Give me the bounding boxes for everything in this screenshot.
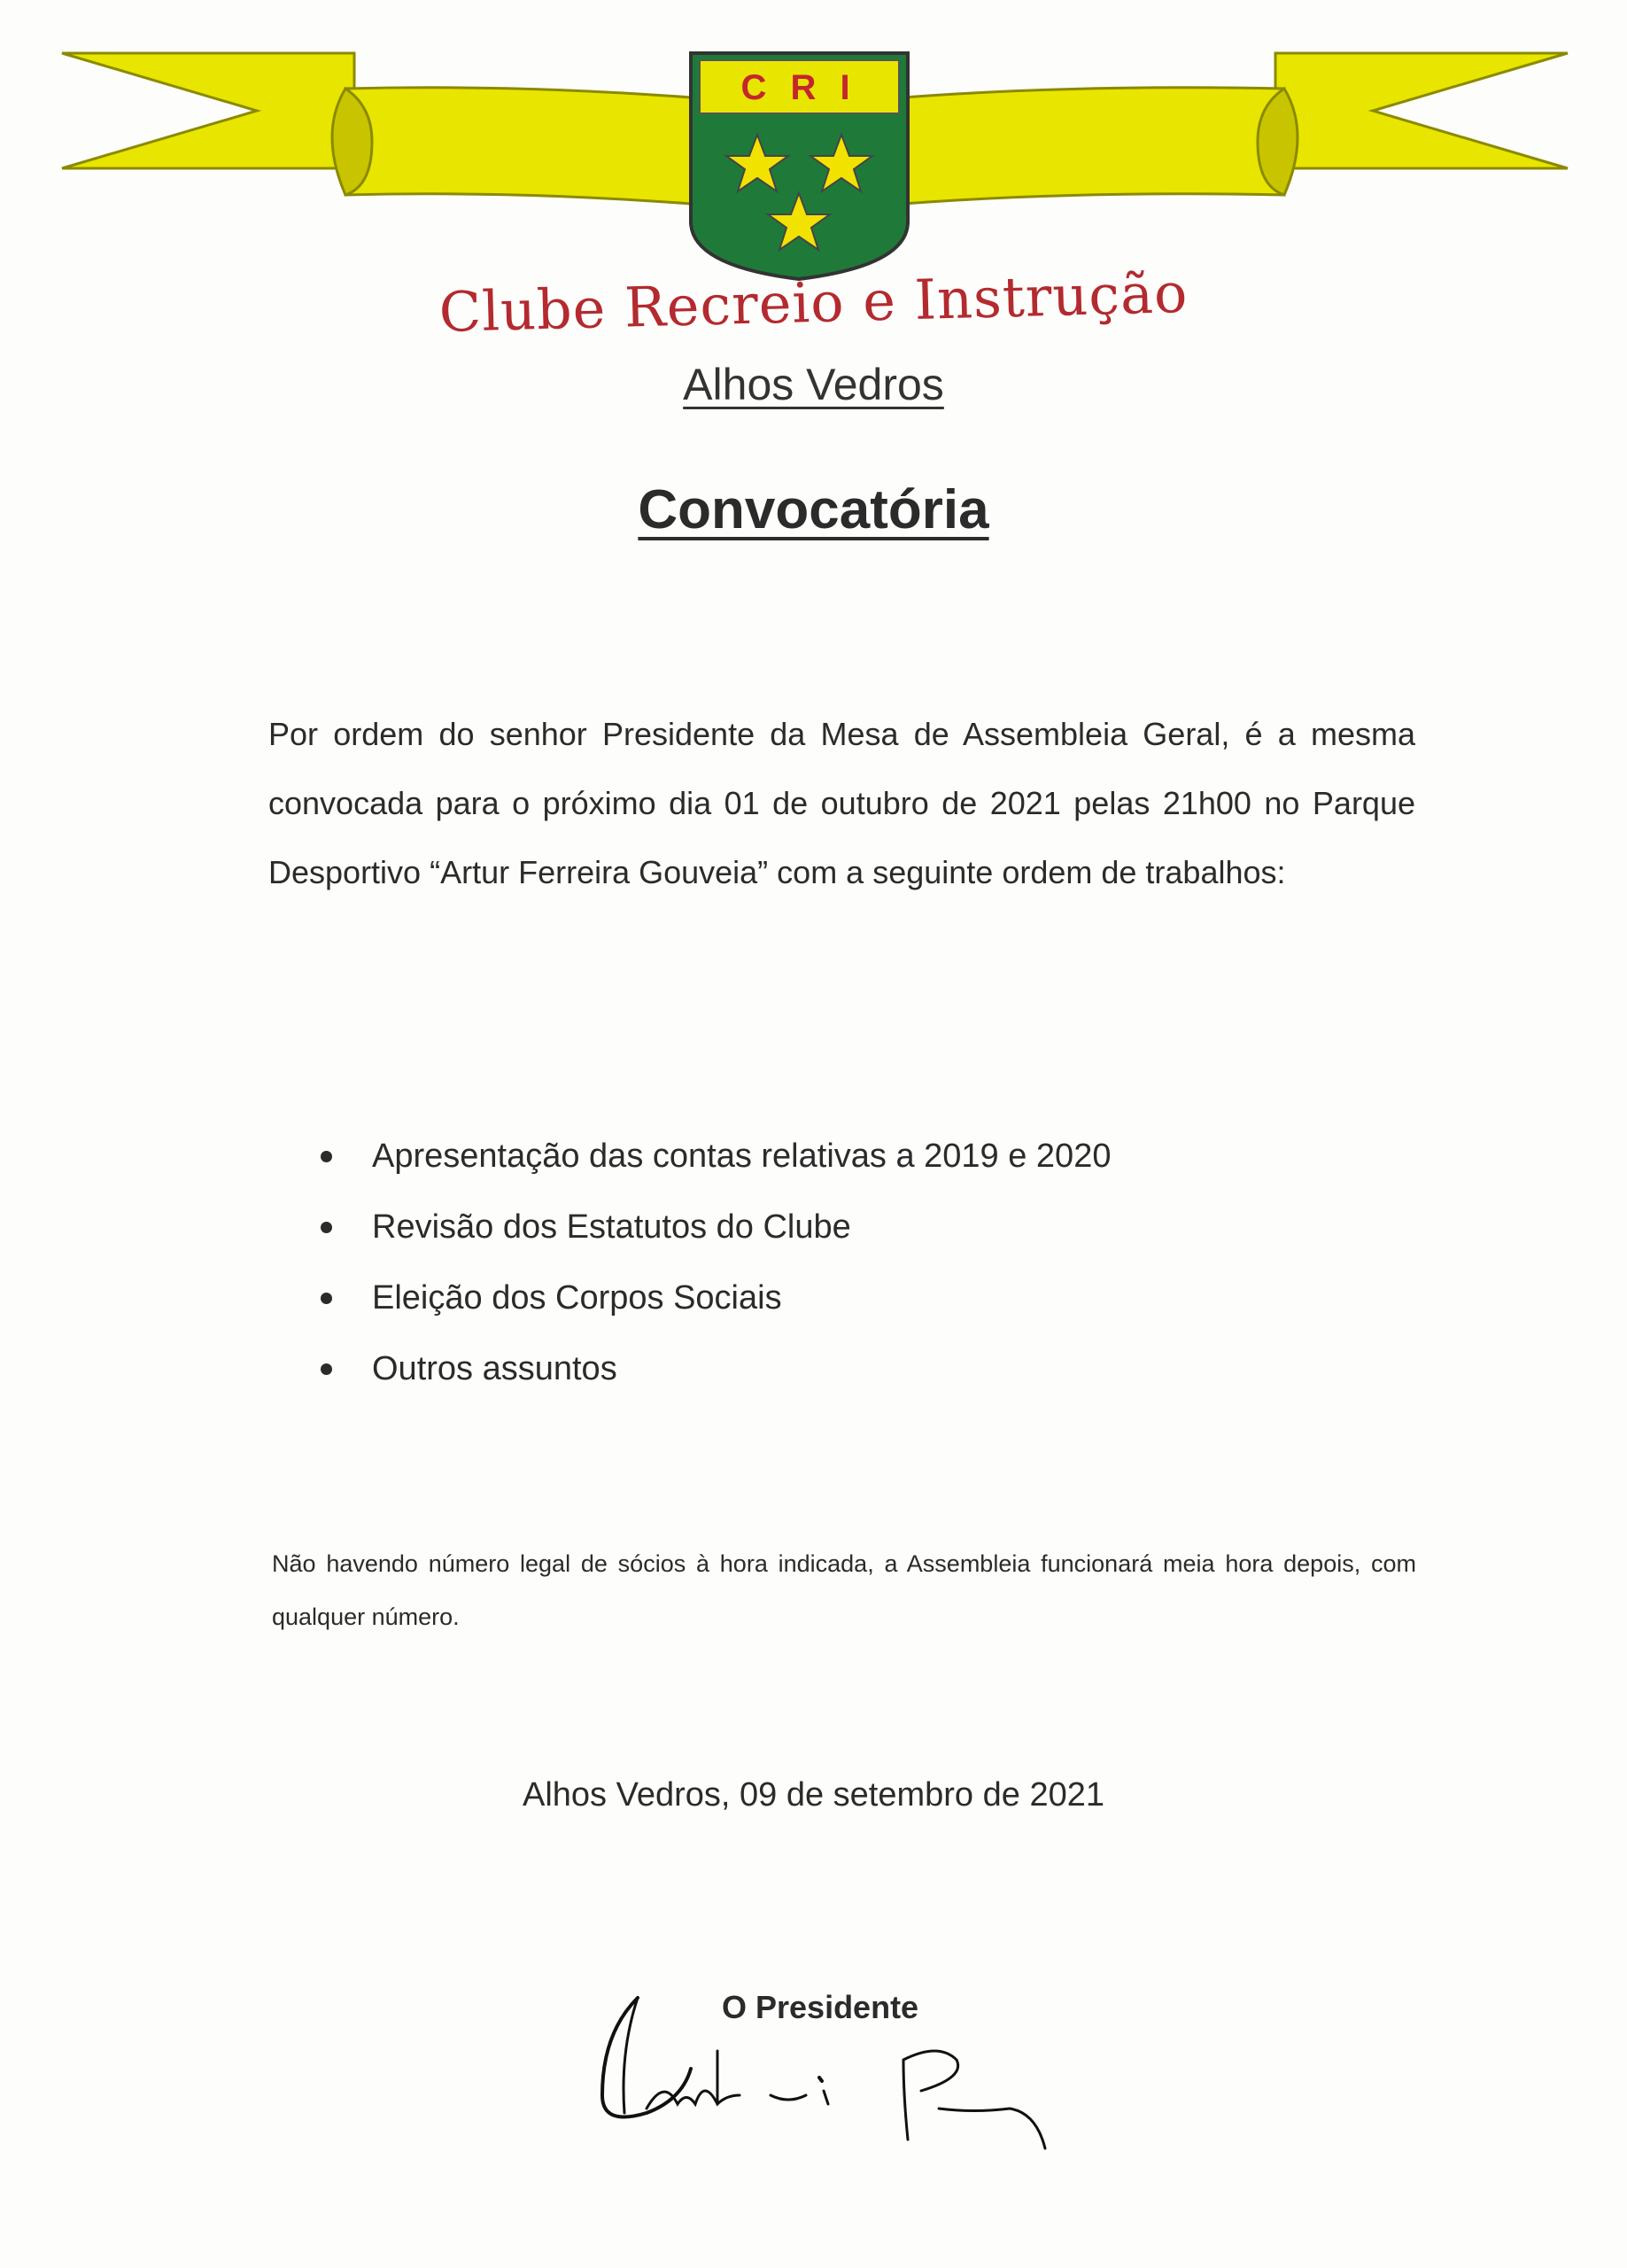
bullet-icon xyxy=(321,1293,332,1304)
bullet-icon xyxy=(321,1151,332,1162)
club-name: Clube Recreio e Instrução xyxy=(438,260,1189,346)
ribbon-left-body xyxy=(345,88,691,204)
document-title-text: Convocatória xyxy=(638,479,989,540)
agenda-item-text: Apresentação das contas relativas a 2019 e 2020 xyxy=(372,1138,1112,1175)
place-date: Alhos Vedros, 09 de setembro de 2021 xyxy=(522,1776,1104,1814)
ribbon-right-tail xyxy=(1275,53,1568,168)
agenda-item-text: Outros assuntos xyxy=(372,1350,617,1387)
agenda-item xyxy=(319,1262,1111,1333)
agenda-item xyxy=(319,1333,1111,1404)
agenda-item-text: Revisão dos Estatutos do Clube xyxy=(372,1208,851,1246)
ribbon-left-tail xyxy=(62,53,354,168)
club-town-text: Alhos Vedros xyxy=(683,360,944,409)
agenda-item xyxy=(319,1192,1111,1262)
document-title xyxy=(0,478,1627,541)
ribbon-right-body xyxy=(903,88,1284,204)
signatory-title: O Presidente xyxy=(722,1989,919,2025)
club-town xyxy=(0,359,1627,410)
quorum-notice: Não havendo número legal de sócios à hora indicada, a Assembleia funcionará meia hora depois, com qualquer número. xyxy=(272,1550,1416,1630)
emblem-letters: C R I xyxy=(740,68,857,107)
bullet-icon xyxy=(321,1363,332,1375)
intro-paragraph: Por ordem do senhor Presidente da Mesa de Assembleia Geral, é a mesma convocada para o próximo dia 01 de outubro de 2021 pelas 21h00 no Parque Desportivo “Artur Ferreira Gouveia” com a seguinte ordem de trabalhos: xyxy=(268,716,1415,890)
club-emblem-logo xyxy=(53,35,1577,292)
agenda-item-text: Eleição dos Corpos Sociais xyxy=(372,1279,782,1317)
agenda-item xyxy=(319,1121,1111,1192)
bullet-icon xyxy=(321,1222,332,1233)
agenda-list xyxy=(319,1121,1111,1404)
